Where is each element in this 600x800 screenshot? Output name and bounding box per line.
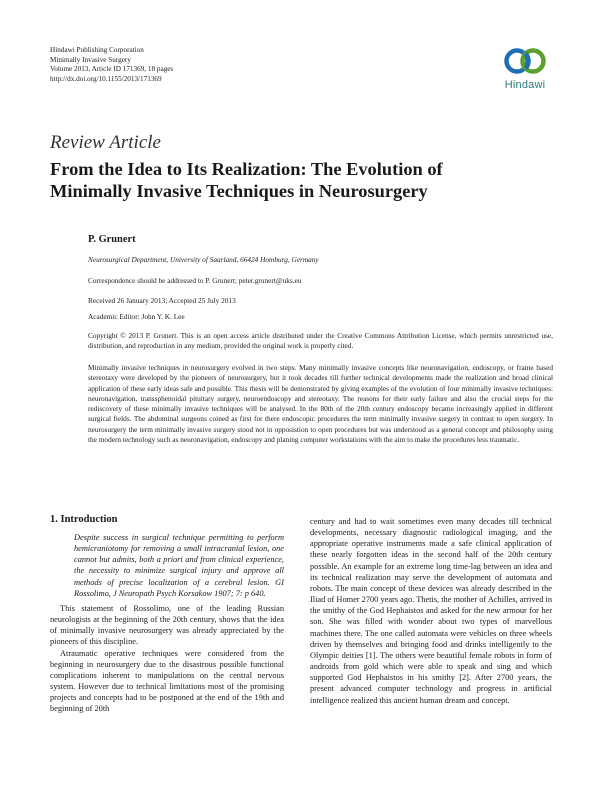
author-name: P. Grunert — [88, 234, 136, 245]
copyright-notice: Copyright © 2013 P. Grunert. This is an open access article distributed under the Creative Commons Attribution License, which permits unrestricted use, distribution, and reproduction in any medium, provided the original work is properly cited. — [88, 331, 553, 351]
hindawi-logo-icon — [503, 44, 547, 78]
paragraph: century and had to wait sometimes even many decades till technical developments, necessary diagnostic radiological imaging, and the appropriate operative instruments made a safe clinical application of these nearly forgotten ideas in the second half of the 20th century possible. An example for an extreme long time-lag between an idea and its technical realization may serve the development of automata and robots. The main concept of these devices was already described in the Iliad of Homer 2700 years ago. Thetis, the mother of Achilles, arrived in the smithy of the God Hephaistos and asked for the new armour for her son. She was filled with wonder about two types of marvellous machines there. The one called automata were vehicles on three wheels driven by themselves and bringing food and drinks intelligently to the Olympic deities [1]. The others were beautiful female robots in form of androids from gold which were able to speak and sing and which supported God Hephaistos in his smithy [2]. After 2700 years, the present advanced computer technology and progress in artificial intelligence realized this ancient human dream and concept. — [310, 517, 552, 705]
journal-name: Minimally Invasive Surgery — [50, 55, 131, 64]
paragraph: Atraumatic operative techniques were considered from the beginning in neurosurgery due to the disastrous possible functional complications inherent to manipulations on the central nervous system. However due to technical limitations most of the promising projects and concepts had to be postponed at the end of the 19th and beginning of 20th — [50, 648, 284, 714]
publisher-name: Hindawi Publishing Corporation — [50, 46, 144, 54]
text-column-left — [50, 532, 284, 715]
academic-editor: Academic Editor: John Y. K. Lee — [88, 312, 185, 321]
section-heading-introduction: 1. Introduction — [50, 514, 118, 525]
text-column-right — [310, 516, 552, 706]
journal-header — [50, 46, 173, 84]
hindawi-logo[interactable] — [494, 44, 556, 91]
volume-info: Volume 2013, Article ID 171369, 18 pages — [50, 65, 174, 74]
title-line-2: Minimally Invasive Techniques in Neurosurgery — [50, 181, 428, 201]
hindawi-logo-text: Hindawi — [504, 79, 546, 91]
title-line-1: From the Idea to Its Realization: The Evolution of — [50, 159, 443, 179]
doi-link[interactable]: http://dx.doi.org/10.1155/2013/171369 — [50, 74, 162, 83]
article-type: Review Article — [50, 132, 161, 153]
correspondence: Correspondence should be addressed to P. Grunert; peter.grunert@uks.eu — [88, 276, 302, 285]
affiliation: Neurosurgical Department, University of Saarland, 66424 Homburg, Germany — [88, 255, 319, 264]
epigraph-quote: Despite success in surgical technique permitting to perform hemicraniotomy for removing a small intracranial lesion, one cannot but admits, both a priori and from clinical experience, the necessity to minimize surgical injury and approve all methods of precise localization of a cerebral lesion. GI Rossolimo, J Neuropath Psych Korsakow 1907; 7: p 640. — [74, 533, 284, 598]
article-dates: Received 26 January 2013; Accepted 25 July 2013 — [88, 296, 236, 305]
article-title — [50, 158, 560, 202]
paragraph: This statement of Rossolimo, one of the leading Russian neurologists at the beginning of the 20th century, shows that the idea of minimally invasive neurosurgery was already appreciated by the pioneers of this discipline. — [50, 603, 284, 647]
abstract: Minimally invasive techniques in neurosurgery evolved in two steps. Many minimally invasive concepts like neuronavigation, endoscopy, or frame based stereotaxy were developed by the pioneers of neurosurgery, but it took decades till further technical developments made the realization and broad clinical application of these early ideas safe and possible. This thesis will be demonstrated by giving examples of the evolution of four minimally invasive techniques: neuronavigation, transsphenoidal pituitary surgery, neuroendoscopy and stereotaxy. The reasons for their early failure and also the crucial steps for the rediscovery of these minimally invasive techniques will be analysed. In the 80th of the 20th century endoscopy became increasingly applied in different surgical fields. The abdominal surgeons coined as first for there endoscopic procedures the term minimally invasive surgery in contrast to open surgery. In neurosurgery the term minimally invasive surgery stood not in opposistion to open procedures but was understood as a general concept and philosophy using the modern technology such as neuronavigation, endoscopy and planing computer workstations with the aim to make the procedures less traumatic. — [88, 363, 553, 445]
